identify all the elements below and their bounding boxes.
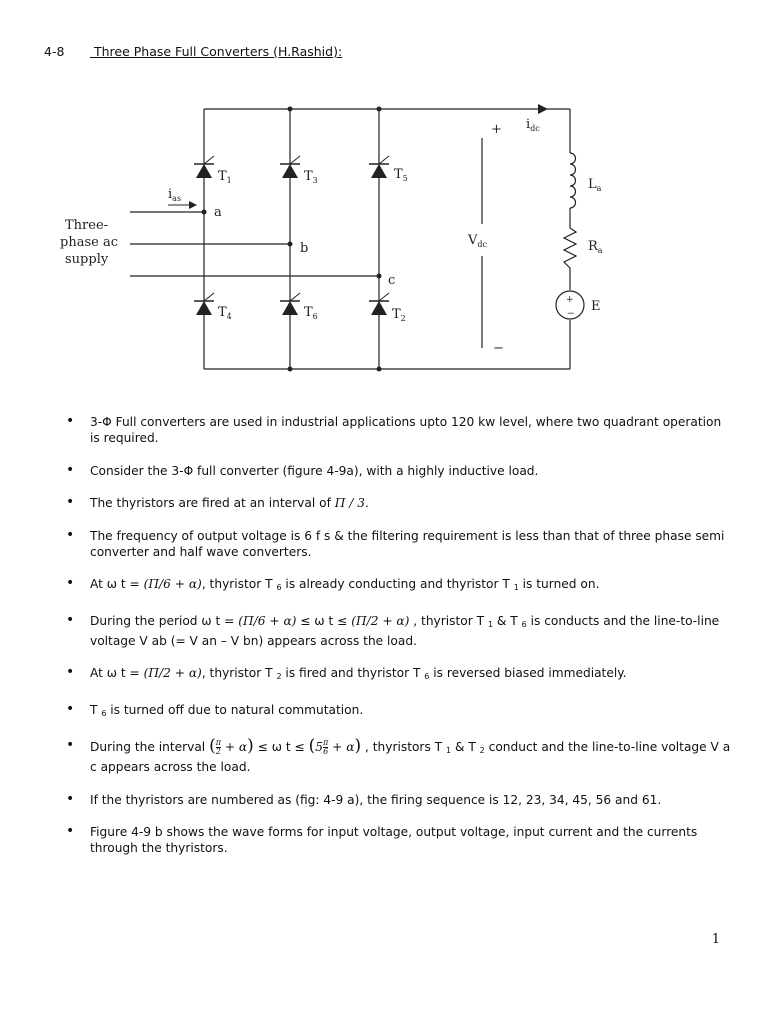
- emf-minus-sign: −: [567, 309, 575, 319]
- section-title: Three Phase Full Converters (H.Rashid):: [93, 44, 343, 59]
- bullet-icon: •: [66, 700, 75, 717]
- list-item: • During the period ω t = (Π/6 + α) ≤ ω t ≤ (Π/2 + α) , thyristor T $_1$ & T $_6$ is conducts and the line-to-line voltage V ab (= V an – V bn) appears across the load.: [66, 611, 720, 648]
- bullet-icon: •: [66, 823, 75, 839]
- bullet-icon: •: [66, 413, 75, 429]
- input-current-label: $i_{as}$: [168, 187, 182, 203]
- supply-label-line-2: phase ac: [60, 235, 118, 250]
- bullet-list: [64, 414, 734, 873]
- vdc-minus-sign: −: [493, 341, 504, 356]
- inductor-label: $L_a$: [588, 177, 602, 193]
- t2-label: $T_2$: [392, 307, 406, 323]
- bullet-icon: •: [66, 461, 75, 478]
- supply-label-line-1: Three-: [65, 218, 109, 233]
- output-current-label: $i_{dc}$: [526, 117, 540, 133]
- bullet-icon: •: [66, 611, 75, 628]
- list-item: • If the thyristors are numbered as (fig: 4-9 a), the firing sequence is 12, 23, 34, 45, 56 and 61.: [66, 790, 662, 807]
- node-a-label: a: [214, 205, 222, 220]
- list-item: • At ω t = (Π/2 + α), thyristor T $_2$ is fired and thyristor T $_6$ is reversed biased immediately.: [66, 664, 627, 681]
- bullet-icon: •: [66, 737, 75, 753]
- list-item: • During the interval ( $\frac{\pi}{2}$ + α) ≤ ω t ≤ (5 $\frac{\pi}{6}$ + α) , thyristors T $_1$ & T $_2$ conduct and the line-to-line voltage V a c appears across the load.: [66, 736, 731, 774]
- list-item: • The frequency of output voltage is 6 f s & the filtering requirement is less than that of three phase semi converter and half wave converters.: [66, 526, 725, 559]
- t3-label: $T_3$: [304, 169, 318, 185]
- bullet-icon: •: [66, 526, 75, 543]
- section-number: 4-8: [44, 44, 65, 59]
- emf-plus-sign: +: [566, 295, 574, 305]
- list-item: • Figure 4-9 b shows the wave forms for input voltage, output voltage, input current and the currents through the thyristors.: [66, 823, 698, 855]
- bullet-icon: •: [66, 790, 75, 807]
- node-b-label: b: [300, 241, 309, 256]
- bullet-icon: •: [66, 494, 75, 510]
- t6-label: $T_6$: [304, 305, 318, 321]
- t5-label: $T_5$: [394, 167, 408, 183]
- bullet-icon: •: [66, 575, 75, 591]
- t4-label: $T_4$: [218, 305, 232, 321]
- list-item: • Consider the 3-Φ full converter (figure 4-9a), with a highly inductive load.: [66, 461, 539, 478]
- resistor-label: $R_a$: [588, 239, 603, 255]
- page-number: 1: [711, 932, 720, 947]
- t1-label: $T_1$: [218, 169, 232, 185]
- vdc-plus-sign: +: [491, 122, 502, 137]
- list-item: • 3-Φ Full converters are used in industrial applications upto 120 kw level, where two quadrant operation is required.: [66, 413, 722, 445]
- emf-label: E: [591, 299, 601, 314]
- bullet-icon: •: [66, 664, 75, 680]
- node-c-label: c: [388, 273, 396, 288]
- supply-label-line-3: supply: [65, 252, 109, 267]
- three-phase-full-converter-circuit: [50, 98, 635, 388]
- list-item: • The thyristors are fired at an interval of Π / 3.: [66, 494, 369, 510]
- vdc-label: $V_{dc}$: [468, 233, 487, 249]
- section-heading: [44, 44, 342, 59]
- list-item: • T $_6$ is turned off due to natural commutation.: [66, 700, 364, 718]
- list-item: • At ω t = (Π/6 + α), thyristor T $_6$ is already conducting and thyristor T $_1$ is turned on.: [66, 575, 600, 592]
